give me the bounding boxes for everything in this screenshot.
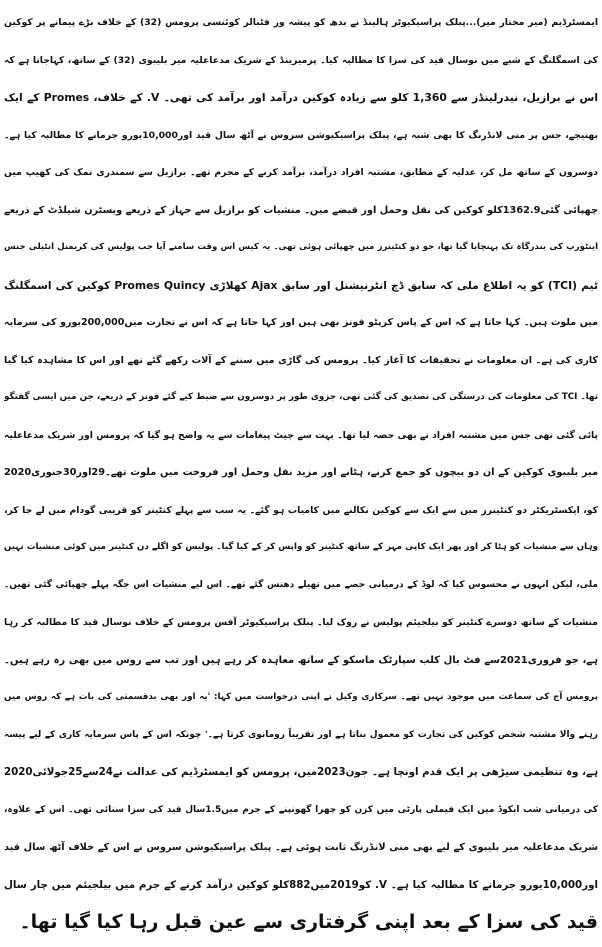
article-line: کاری کی ہے۔ ان معلومات نے تحقیقات کا آغاز کیا۔ پرومس کی گاڑی میں سننے کے آلات رکھے گئے تھے اور اس کا مشاہدہ کیا گیا (4, 354, 598, 366)
article-line: اس نے برازیل، نیدرلینڈز سے 1,360 کلو سے زیادہ کوکین درآمد اور برآمد کی تھی۔ V. کے خلاف، Promes کے ایک (4, 91, 598, 104)
article-line: اینٹورپ کی بندرگاہ تک پہنچایا گیا تھا، جو دو کنٹینرز میں چھپائی ہوئی تھی۔ یہ کیس اس وقت سامنے آیا جب پولیس کی کریمنل انٹیلی جنس (4, 242, 598, 252)
article-line: کو، ایکسٹریکٹر دو کنٹینرز میں سے ایک سے کوکین نکالنے میں کامیاب ہو گئے۔ یہ سب سے پہلے کنٹینر کو قریبی گودام میں لے جا کر، (4, 504, 598, 516)
article-line: دوسروں کے ساتھ مل کر، عدلیہ کے مطابق، مشتبہ افراد درآمد، برآمد کرنے کے مجرم تھے۔ برازیل سے سمندری نمک کی کھیپ میں (4, 167, 598, 178)
article-line: ایمسٹرڈیم (میر مختار میر)...پبلک پراسیکیوٹر ہالینڈ نے بدھ کو پیشہ ور فٹبالر کوئنسی پرومس (32) کے خلاف بڑے پیمانے پر کوکین (4, 17, 598, 28)
article-line: بھتیجے، جس پر منی لانڈرنگ کا بھی شبہ ہے، پبلک پراسیکیوشن سروس نے آٹھ سال قید اور10,000یورو جرمانے کا مطالبہ کیا ہے۔ (4, 129, 598, 141)
article-line: شریک مدعاعلیہ میر بلیبوی کے لیے بھی منی لانڈرنگ ثابت ہوئی ہے۔ پبلک پراسیکیوشن سروس نے اس کے خلاف آٹھ سال قید (4, 842, 598, 853)
article-line: تھا۔ TCI کی معلومات کی درستگی کی تصدیق کی گئی تھی، جزوی طور پر دوسروں سے ضبط کیے گئے فونز کے ذریعے، جن میں ایسی گفتگو (4, 392, 598, 402)
article-line: کی اسمگلنگ کے شبے میں نوسال قید کی سزا کا مطالبہ کیا۔ پرمیرینڈ کے شریک مدعاعلیہ میر بلیبوی (32) کے ساتھ، کہاجاتا ہے کہ (4, 54, 598, 66)
article-line: پرومس آج کی سماعت میں موجود نہیں تھے۔ سرکاری وکیل نے اپنی درخواست میں کہا: 'یہ اور بھی بدقسمتی کی بات ہے کہ روس میں (4, 692, 598, 702)
article-line: رہنے والا مشتبہ شخص کوکین کی تجارت کو معمول بناتا ہے اور تقریباً رومانوی کرتا ہے۔' چونکہ اس کے پاس سرمایہ کاری کے لیے پیسہ (4, 729, 598, 740)
article-line: ہے، وہ تنظیمی سیڑھی پر ایک قدم اونچا ہے۔ جون2023میں، پرومس کو ایمسٹرڈیم کی عدالت نے24سے25جولائی2020 (4, 766, 598, 778)
article-line: چھپائی گئی1362.9کلو کوکین کی نقل وحمل اور قبضے میں۔ منشیات کو برازیل سے جہاز کے ذریعے ویسٹرن شیلڈٹ کے ذریعے (4, 204, 598, 216)
article-line: ٹیم (TCI) کو یہ اطلاع ملی کہ سابق ڈچ انٹرنیشنل اور سابق Ajax کھلاڑی Promes Quincy کوکین کی اسمگلنگ (4, 278, 598, 292)
article-line: ہے، جو فروری2021سے فٹ بال کلب سپارٹک ماسکو کے ساتھ معاہدہ کر رہے ہیں اور تب سے روس میں بھی رہ رہے ہیں۔ (4, 654, 598, 666)
article-line: ملی، لیکن انہوں نے محسوس کیا کہ لوڈ کے درمیانی حصے میں تھیلے دھنس گئے تھے۔ اس لیے منشیات اس جگہ پہلے چھپائی گئی تھیں۔ (4, 579, 598, 590)
article-line: میر بلیبوی کوکین کے ان دو بیچوں کو جمع کرنے، ہٹانے اور مزید نقل وحمل اور فروخت میں ملوث تھے۔29اور30جنوری2020 (4, 467, 598, 478)
article-body (4, 4, 598, 942)
article-line: اور10,000یورو جرمانے کا مطالبہ کیا ہے۔ V. کو2019میں882کلو کوکین درآمد کرنے کے جرم میں بیلجیئم میں چار سال (4, 878, 598, 891)
article-line: میں ملوث ہیں۔ کہا جاتا ہے کہ اس کے پاس کرپٹو فونز بھی ہیں اور کہا جاتا ہے کہ اس نے تجارت میں200,000یورو کی سرمایہ (4, 317, 598, 328)
article-line: منشیات کے ساتھ دوسرے کنٹینر کو بیلجیئم پولیس نے روک لیا۔ پبلک پراسیکیوٹر آفس پرومس کے خلاف نوسال قید کا مطالبہ کر رہا (4, 617, 598, 628)
article-line: وہاں سے منشیات کو ہٹا کر اور پھر ایک کاپی مہر کے ساتھ کنٹینر کو واپس کر کے کیا گیا۔ پولیس کو اگلے دن کنٹینر میں کوئی منشیات نہیں (4, 542, 598, 552)
article-line: قید کی سزا کے بعد اپنی گرفتاری سے عین قبل رہا کیا گیا تھا۔ (19, 911, 598, 933)
article-line: کی درمیانی شب ابکوڈ میں ایک فیملی پارٹی میں کزن کو چھرا گھونپنے کے جرم میں1.5سال قید کی سزا سنائی تھی۔ اس کے علاوہ، (4, 804, 598, 815)
article-line: پائی گئی تھی جس میں مشتبہ افراد نے بھی حصہ لیا تھا۔ بہت سے چیٹ پیغامات سے یہ واضح ہو گیا کہ پرومس اور شریک مدعاعلیہ (4, 429, 598, 441)
